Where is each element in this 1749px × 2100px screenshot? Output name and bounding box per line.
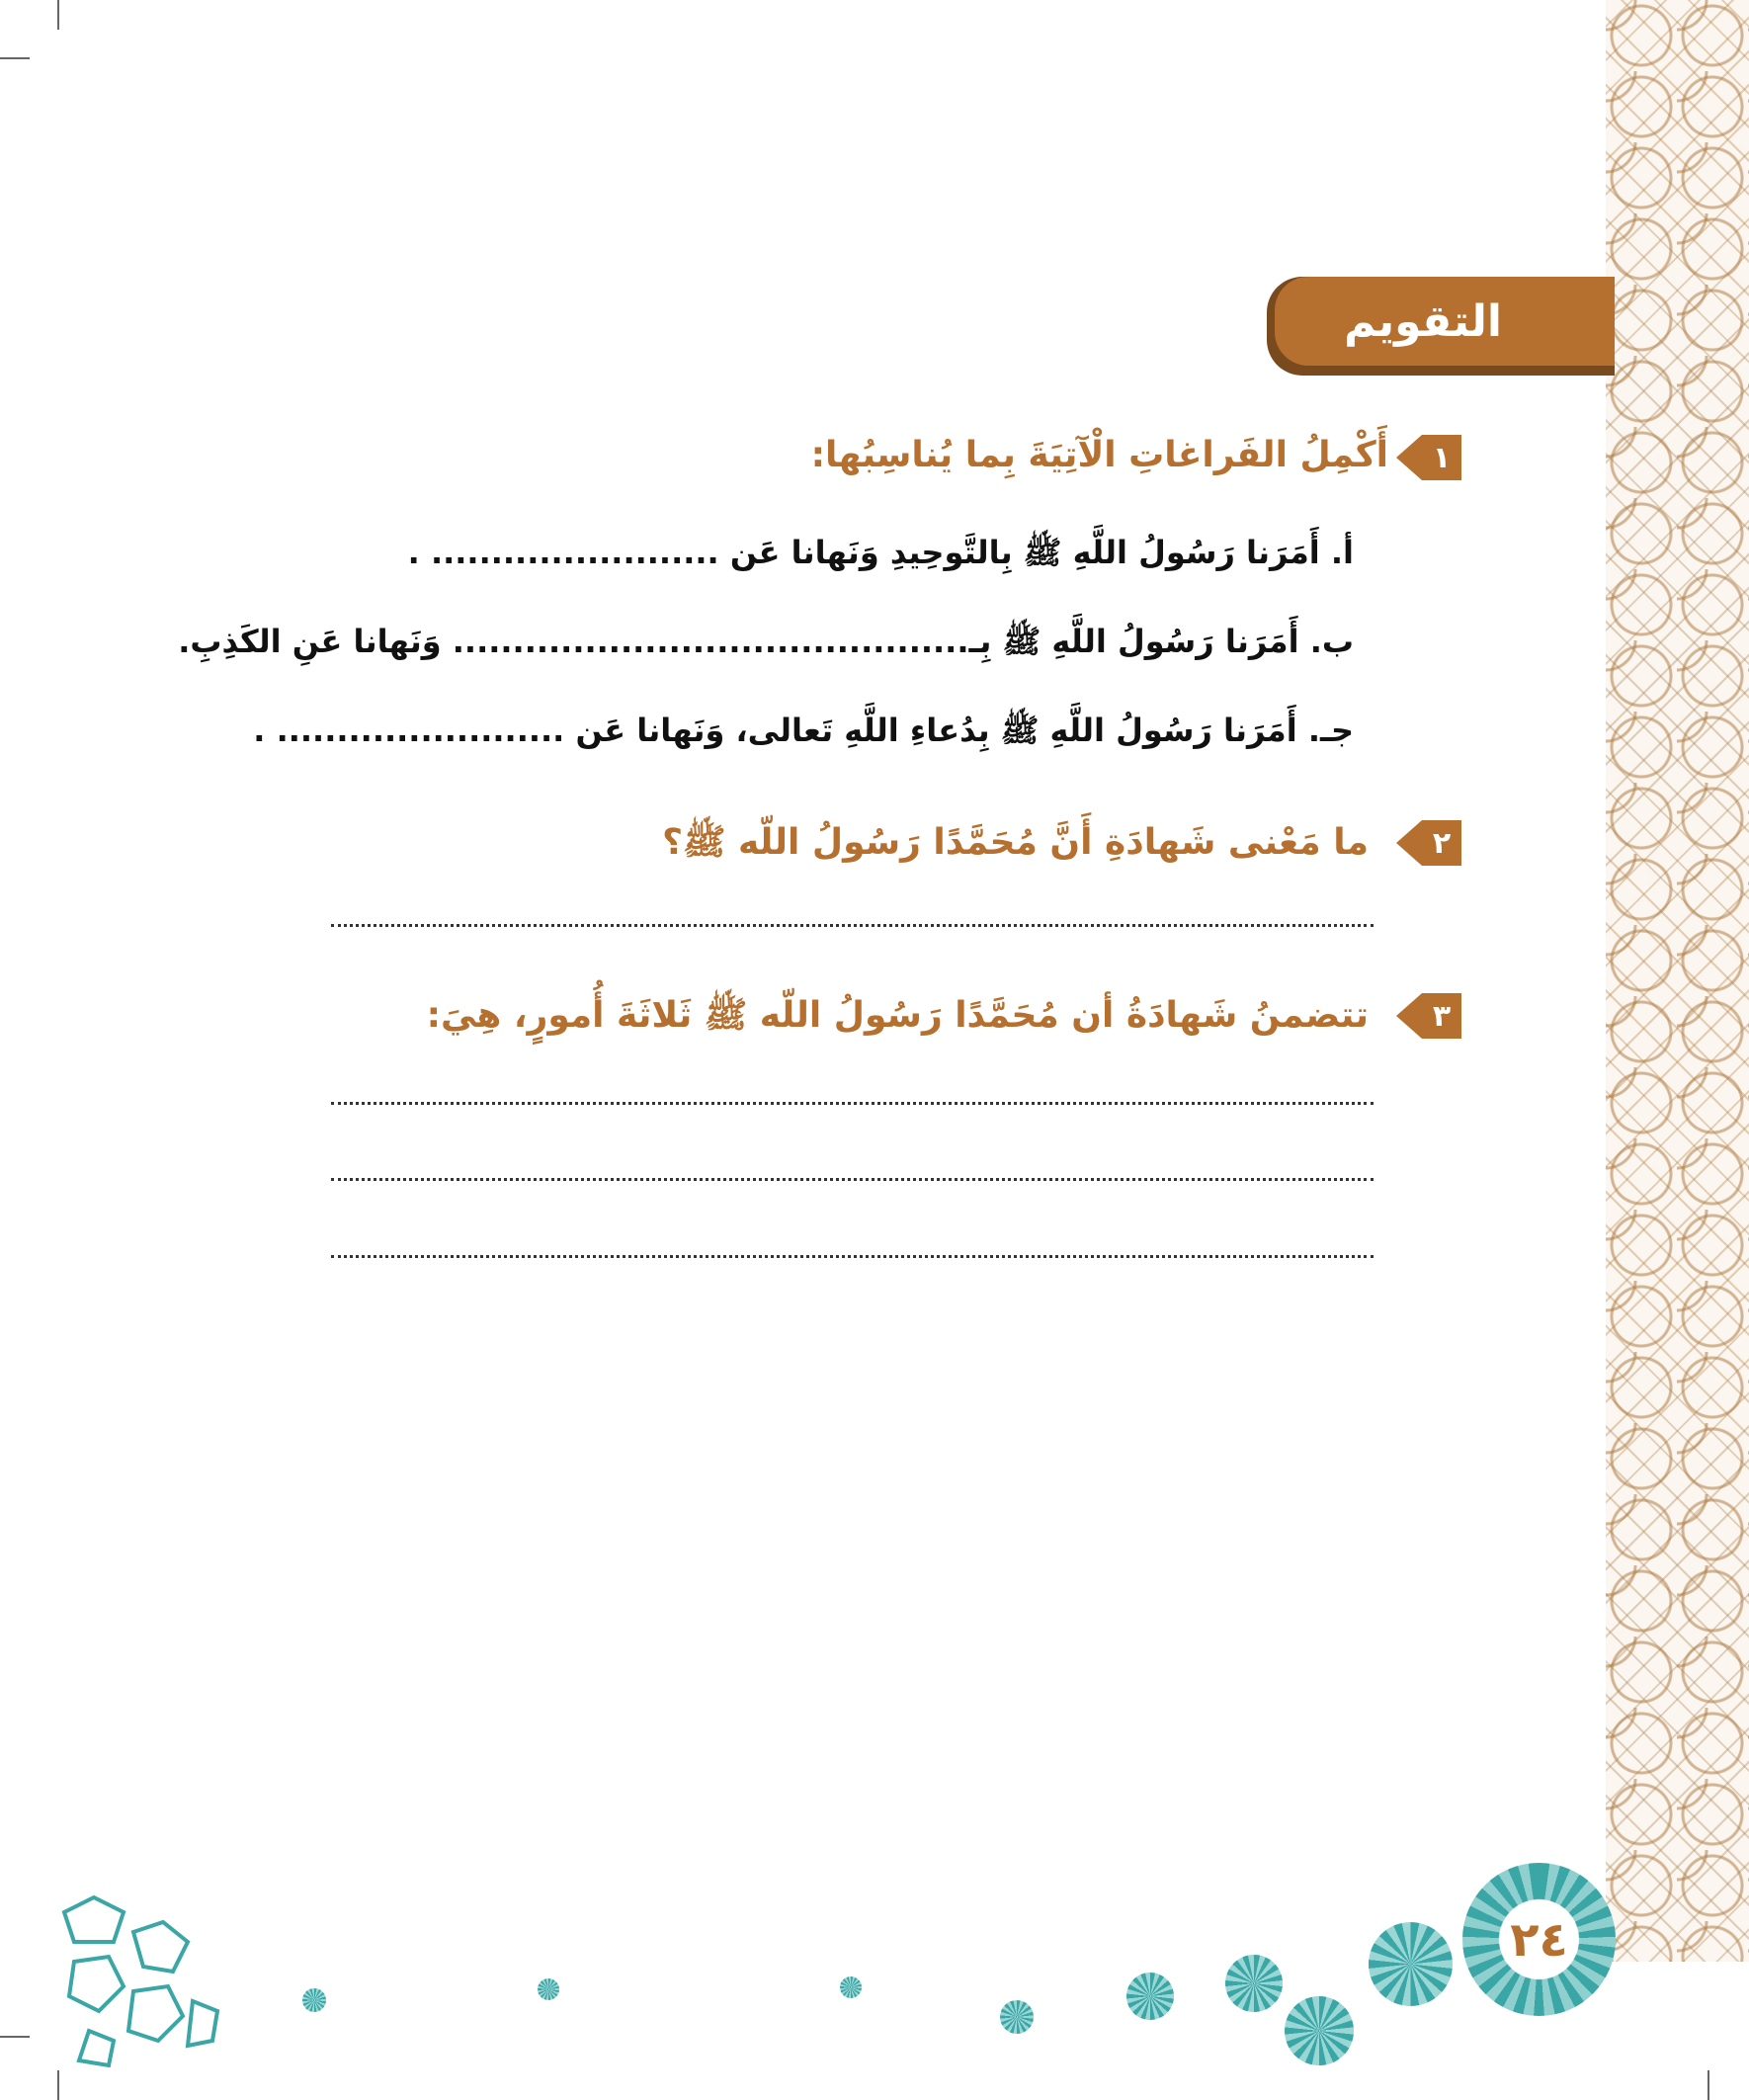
page-number-rosette: [1462, 1863, 1616, 2016]
rosette-icon: [1000, 2000, 1034, 2034]
crop-mark: [0, 57, 30, 59]
triangle-icon: [1396, 435, 1422, 480]
rosette-icon: [1285, 1996, 1354, 2065]
answer-line[interactable]: [331, 924, 1374, 927]
triangle-icon: [1396, 993, 1422, 1039]
crop-mark: [0, 2036, 30, 2038]
fill-item: ب. أَمَرَنا رَسُولُ اللَّهِ ﷺ بِـ........................................... وَنَهانا عَنِ الكَذِبِ.: [178, 623, 1354, 660]
answer-line[interactable]: [331, 1102, 1374, 1105]
question-number: ١: [1422, 435, 1461, 480]
question-marker: [1396, 435, 1461, 480]
rosette-icon: [840, 1976, 862, 1998]
question-number: ٣: [1422, 993, 1461, 1039]
page-number: ٢٤: [1510, 1911, 1568, 1968]
section-title: التقويم: [1344, 295, 1502, 347]
crop-mark: [57, 0, 59, 30]
crop-mark: [57, 2070, 59, 2100]
rosette-icon: [1126, 1973, 1174, 2020]
rosette-icon: [1369, 1922, 1453, 2006]
triangle-icon: [1396, 820, 1422, 866]
question-marker: [1396, 993, 1461, 1039]
rosette-icon: [1225, 1955, 1283, 2012]
crop-mark: [1707, 2070, 1709, 2100]
geometric-ornament-icon: [54, 1892, 222, 2070]
question-text: تتضمنُ شَهادَةُ أن مُحَمَّدًا رَسُولُ اللّه ﷺ ثَلاثَةَ أُمورٍ، هِيَ:: [426, 995, 1369, 1036]
rosette-icon: [302, 1988, 326, 2012]
answer-line[interactable]: [331, 1178, 1374, 1181]
fill-item: أ. أَمَرَنا رَسُولُ اللَّهِ ﷺ بِالتَّوحِيدِ وَنَهانا عَن ........................ .: [407, 534, 1354, 571]
decorative-pattern-strip: [1606, 0, 1749, 1962]
answer-line[interactable]: [331, 1255, 1374, 1258]
question-number: ٢: [1422, 820, 1461, 866]
question-marker: [1396, 820, 1461, 866]
rosette-icon: [538, 1978, 559, 2000]
question-text: ما مَعْنى شَهادَةِ أَنَّ مُحَمَّدًا رَسُولُ اللّه ﷺ؟: [662, 822, 1369, 863]
question-text: أَكْمِلُ الفَراغاتِ الْآتِيَةَ بِما يُناسِبُها:: [810, 435, 1388, 475]
fill-item: جـ. أَمَرَنا رَسُولُ اللَّهِ ﷺ بِدُعاءِ اللَّهِ تَعالى، وَنَهانا عَن ........................ .: [253, 712, 1354, 749]
